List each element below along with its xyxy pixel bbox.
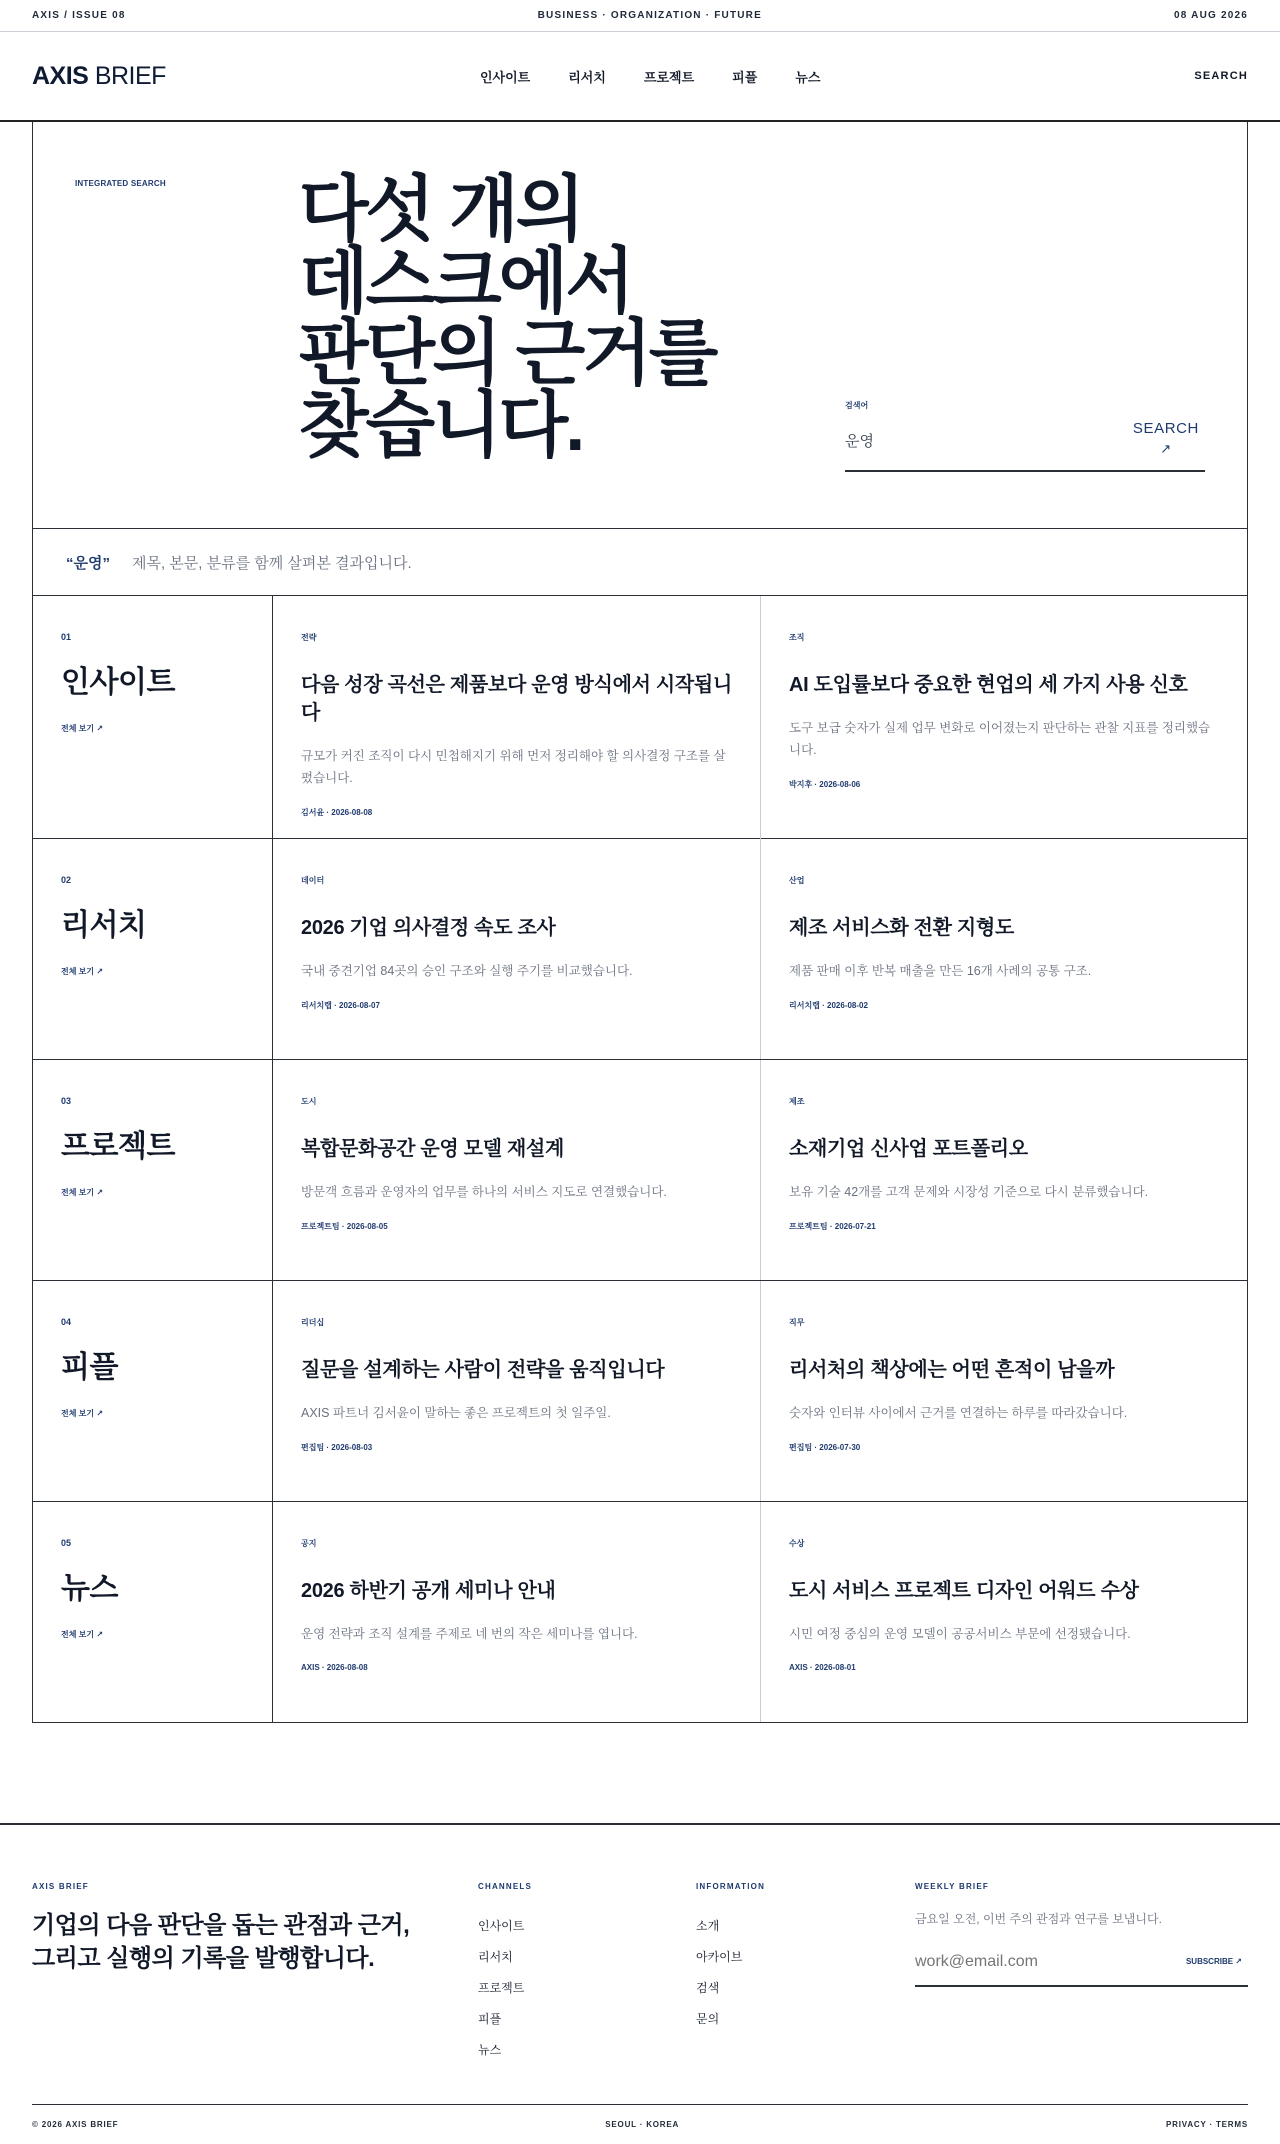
category-number: 05 <box>61 1538 72 1548</box>
footer-link-contact[interactable]: 문의 <box>696 2012 720 2026</box>
search-button-label: SEARCH <box>1132 420 1199 437</box>
article-card[interactable] <box>273 1281 760 1501</box>
header-search-link[interactable]: SEARCH <box>1194 70 1248 82</box>
category-header <box>33 596 273 842</box>
article-meta: 박지후 · 2026-08-06 <box>789 780 861 789</box>
footer-brand <box>32 1882 409 1975</box>
newsletter-heading: WEEKLY BRIEF <box>915 1882 989 1891</box>
section-tagline: BUSINESS · ORGANIZATION · FUTURE <box>537 10 762 21</box>
article-description: 도구 보급 숫자가 실제 업무 변화로 이어졌는지 판단하는 관찰 지표를 정리했습니다. <box>789 721 1211 757</box>
article-meta: 리서치랩 · 2026-08-02 <box>789 1001 868 1010</box>
article-description: 제품 판매 이후 반복 매출을 만든 16개 사례의 공통 구조. <box>789 964 1092 978</box>
article-tag: 전략 <box>301 633 317 642</box>
category-name: 프로젝트 <box>61 1130 175 1163</box>
hero-eyebrow: INTEGRATED SEARCH <box>75 179 166 188</box>
search-input[interactable] <box>845 432 1105 449</box>
hero-title-line: 판단의 근거를 <box>299 314 716 394</box>
article-meta: 리서치랩 · 2026-08-07 <box>301 1001 380 1010</box>
article-tag: 데이터 <box>301 876 325 885</box>
article-tag: 직무 <box>789 1318 805 1327</box>
arrow-up-right-icon: ↗ <box>1160 441 1172 456</box>
category-row <box>33 1060 1247 1281</box>
nav-item-research[interactable]: 리서치 <box>568 69 606 85</box>
search-field-label: 검색어 <box>845 401 869 410</box>
article-title: 다음 성장 곡선은 제품보다 운영 방식에서 시작됩니다 <box>301 674 732 724</box>
footer-location: SEOUL · KOREA <box>605 2120 680 2129</box>
category-row <box>33 1502 1247 1723</box>
view-all-link[interactable]: 전체 보기 ↗ <box>61 724 104 733</box>
article-description: 규모가 커진 조직이 다시 민첩해지기 위해 먼저 정리해야 할 의사결정 구조를 살폈습니다. <box>301 749 726 785</box>
issue-label: AXIS / ISSUE 08 <box>32 10 126 21</box>
main-nav <box>480 67 820 86</box>
article-tag: 수상 <box>789 1539 805 1548</box>
footer-slogan <box>32 1909 409 1975</box>
category-name: 뉴스 <box>61 1572 118 1605</box>
nav-item-project[interactable]: 프로젝트 <box>643 69 695 85</box>
category-number: 04 <box>61 1317 72 1327</box>
footer-link-research[interactable]: 리서치 <box>478 1950 513 1964</box>
issue-date: 08 AUG 2026 <box>1174 10 1248 21</box>
content-frame <box>32 122 1248 1723</box>
article-description: 숫자와 인터뷰 사이에서 근거를 연결하는 하루를 따라갔습니다. <box>789 1406 1128 1420</box>
category-header <box>33 839 273 1059</box>
article-card[interactable] <box>760 1060 1247 1280</box>
article-meta: 프로젝트팀 · 2026-08-05 <box>301 1222 388 1231</box>
article-meta: 김서윤 · 2026-08-08 <box>301 808 373 817</box>
article-meta: AXIS · 2026-08-01 <box>789 1663 856 1672</box>
category-row <box>33 839 1247 1060</box>
article-title: 제조 서비스화 전환 지형도 <box>789 917 1014 939</box>
category-header <box>33 1502 273 1722</box>
footer-information-heading: INFORMATION <box>696 1882 766 1891</box>
category-number: 02 <box>61 875 72 885</box>
footer-link-news[interactable]: 뉴스 <box>478 2043 502 2057</box>
article-description: 운영 전략과 조직 설계를 주제로 네 번의 작은 세미나를 엽니다. <box>301 1627 638 1641</box>
article-tag: 산업 <box>789 876 805 885</box>
article-title: 2026 기업 의사결정 속도 조사 <box>301 917 556 939</box>
article-meta: AXIS · 2026-08-08 <box>301 1663 368 1672</box>
category-number: 01 <box>61 632 72 642</box>
category-name: 리서치 <box>61 909 147 942</box>
logo-bold-text: AXIS <box>32 61 89 90</box>
copyright: © 2026 AXIS BRIEF <box>32 2120 119 2129</box>
article-card[interactable] <box>273 839 760 1059</box>
search-hero <box>33 122 1247 529</box>
newsletter-form <box>915 1953 1248 1987</box>
article-meta: 편집팀 · 2026-08-03 <box>301 1443 373 1452</box>
nav-item-news[interactable]: 뉴스 <box>795 69 821 85</box>
footer-link-about[interactable]: 소개 <box>696 1919 720 1933</box>
category-name: 인사이트 <box>61 666 175 699</box>
article-card[interactable] <box>273 1060 760 1280</box>
article-description: 국내 중견기업 84곳의 승인 구조와 실행 주기를 비교했습니다. <box>301 964 633 978</box>
article-tag: 도시 <box>301 1097 317 1106</box>
view-all-link[interactable]: 전체 보기 ↗ <box>61 1409 104 1418</box>
article-title: 리서처의 책상에는 어떤 흔적이 남을까 <box>789 1359 1115 1381</box>
article-tag: 공지 <box>301 1539 317 1548</box>
article-title: 도시 서비스 프로젝트 디자인 어워드 수상 <box>789 1580 1139 1602</box>
category-row <box>33 1281 1247 1502</box>
category-row <box>33 596 1247 839</box>
top-utility-bar <box>0 0 1280 32</box>
footer-link-people[interactable]: 피플 <box>478 2012 502 2026</box>
article-meta: 프로젝트팀 · 2026-07-21 <box>789 1222 876 1231</box>
category-number: 03 <box>61 1096 72 1106</box>
nav-item-people[interactable]: 피플 <box>732 69 758 85</box>
hero-title-line: 다섯 개의 <box>299 170 583 250</box>
privacy-terms-link[interactable]: PRIVACY · TERMS <box>1166 2120 1248 2129</box>
view-all-link[interactable]: 전체 보기 ↗ <box>61 967 104 976</box>
footer-channels-heading: CHANNELS <box>478 1882 533 1891</box>
footer-channels-list <box>478 1917 532 2058</box>
article-title: 복합문화공간 운영 모델 재설계 <box>301 1138 565 1160</box>
article-title: 소재기업 신사업 포트폴리오 <box>789 1138 1028 1160</box>
article-tag: 리더십 <box>301 1318 325 1327</box>
article-title: 질문을 설계하는 사람이 전략을 움직입니다 <box>301 1359 665 1381</box>
hero-title <box>299 170 716 466</box>
article-card[interactable] <box>273 596 760 842</box>
article-meta: 편집팀 · 2026-07-30 <box>789 1443 861 1452</box>
category-header <box>33 1060 273 1280</box>
footer-link-project[interactable]: 프로젝트 <box>478 1981 525 1995</box>
article-card[interactable] <box>760 1281 1247 1501</box>
result-summary <box>33 529 1247 596</box>
footer-information <box>696 1882 765 2041</box>
view-all-link[interactable]: 전체 보기 ↗ <box>61 1630 104 1639</box>
article-card[interactable] <box>273 1502 760 1722</box>
footer-brand-name: AXIS BRIEF <box>32 1882 89 1891</box>
view-all-link[interactable]: 전체 보기 ↗ <box>61 1188 104 1197</box>
footer-channels <box>478 1882 532 2072</box>
newsletter-email-input[interactable] <box>915 1953 1135 1971</box>
site-footer <box>0 1823 1280 2142</box>
footer-link-archive[interactable]: 아카이브 <box>696 1950 743 1964</box>
site-logo[interactable] <box>32 62 166 91</box>
article-card[interactable] <box>760 596 1247 842</box>
footer-newsletter <box>915 1882 1248 1987</box>
article-tag: 조직 <box>789 633 805 642</box>
subscribe-button[interactable]: SUBSCRIBE ↗ <box>1185 1957 1242 1966</box>
search-submit-button[interactable] <box>1133 420 1199 457</box>
site-header <box>0 32 1280 122</box>
search-form <box>845 400 1205 472</box>
article-description: 시민 여정 중심의 운영 모델이 공공서비스 부문에 선정됐습니다. <box>789 1627 1131 1641</box>
article-title: AI 도입률보다 중요한 현업의 세 가지 사용 신호 <box>789 674 1188 696</box>
category-name: 피플 <box>61 1351 118 1384</box>
hero-title-line: 찾습니다. <box>299 386 583 466</box>
footer-information-list <box>696 1917 765 2027</box>
category-header <box>33 1281 273 1501</box>
logo-light-text: BRIEF <box>94 61 166 90</box>
article-card[interactable] <box>760 839 1247 1059</box>
article-tag: 제조 <box>789 1097 805 1106</box>
result-description: 제목, 본문, 분류를 함께 살펴본 결과입니다. <box>131 554 412 572</box>
article-card[interactable] <box>760 1502 1247 1722</box>
footer-link-search[interactable]: 검색 <box>696 1981 720 1995</box>
nav-item-insight[interactable]: 인사이트 <box>480 69 531 85</box>
footer-slogan-line: 그리고 실행의 기록을 발행합니다. <box>32 1945 375 1972</box>
hero-title-line: 데스크에서 <box>299 242 632 322</box>
footer-bottom-bar <box>32 2104 1248 2144</box>
footer-slogan-line: 기업의 다음 판단을 돕는 관점과 근거, <box>32 1912 410 1939</box>
search-query: “운영” <box>66 554 110 572</box>
article-title: 2026 하반기 공개 세미나 안내 <box>301 1580 556 1602</box>
article-description: AXIS 파트너 김서윤이 말하는 좋은 프로젝트의 첫 일주일. <box>301 1406 611 1420</box>
footer-link-insight[interactable]: 인사이트 <box>478 1919 525 1933</box>
newsletter-description: 금요일 오전, 이번 주의 관점과 연구를 보냅니다. <box>915 1912 1162 1926</box>
article-description: 방문객 흐름과 운영자의 업무를 하나의 서비스 지도로 연결했습니다. <box>301 1185 667 1199</box>
article-description: 보유 기술 42개를 고객 문제와 시장성 기준으로 다시 분류했습니다. <box>789 1185 1149 1199</box>
